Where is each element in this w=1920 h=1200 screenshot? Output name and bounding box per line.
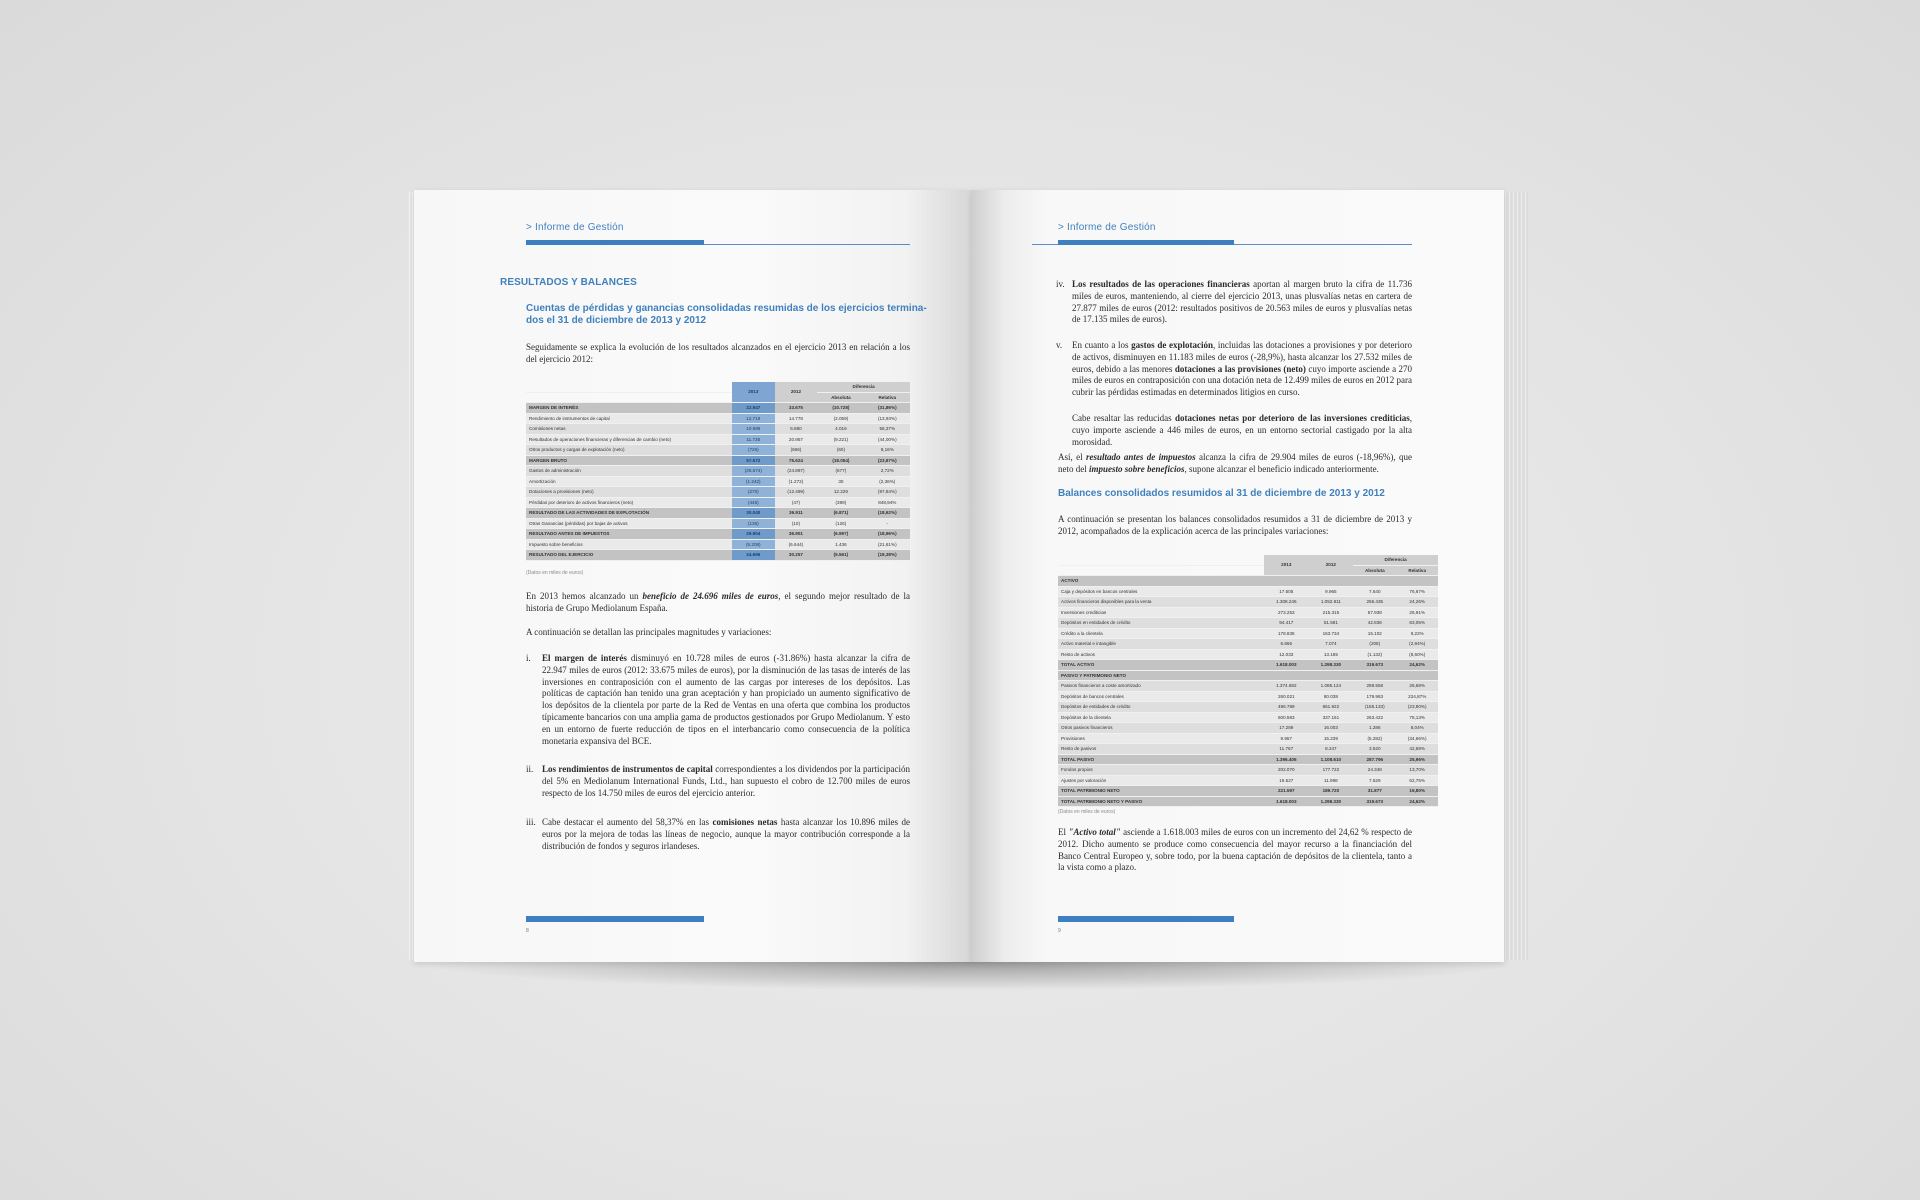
- cell-2012: 651.922: [1309, 702, 1354, 713]
- cell-2012: 8.247: [1309, 744, 1354, 755]
- row-label: TOTAL PATRIMONIO NETO: [1058, 786, 1264, 797]
- cell-2012: 36.911: [775, 508, 818, 519]
- cell-relative: 24,62%: [1396, 796, 1438, 807]
- resultado-text-a: Así, el: [1058, 452, 1086, 462]
- cell-absolute: 4.016: [817, 424, 864, 435]
- cell-2012: 15.239: [1309, 733, 1354, 744]
- row-label: Impuesto sobre beneficios: [526, 539, 732, 550]
- table-row: [526, 487, 910, 498]
- footer-accent-bar: [526, 916, 704, 922]
- resultado-text-b: alcanza la cifra de 29.904 miles de euros (-18,96%), que neto del: [1058, 452, 1413, 474]
- row-label: Provisiones: [1058, 733, 1264, 744]
- row-label: RESULTADO ANTES DE IMPUESTOS: [526, 529, 732, 540]
- table-row: [1058, 765, 1438, 776]
- cell-2013: 221.597: [1264, 786, 1309, 797]
- cell-2012: 163.734: [1309, 628, 1354, 639]
- running-head: > Informe de Gestión: [526, 222, 624, 233]
- list-item-text-c: cuyo importe asciende a 270 miles de euros en contraposición con una dotación neta de 12.499 miles de euros en 2012 para cubrir las pérdidas estimadas en determinados litigios en curso.: [1072, 363, 1412, 398]
- col-rel-header: Relativa: [865, 392, 910, 403]
- cell-absolute: (5.561): [817, 550, 864, 561]
- cell-relative: (13,93%): [865, 413, 910, 424]
- cell-relative: 25,96%: [1396, 754, 1438, 765]
- resultado-paragraph: [1058, 452, 1412, 476]
- table-row: [526, 508, 910, 519]
- cell-relative: 62,75%: [1396, 775, 1438, 786]
- beneficio-text-b: , el segundo mejor resultado de la historia de Grupo Mediolanum España.: [526, 591, 911, 613]
- cell-2012: 189.720: [1309, 786, 1354, 797]
- cell-2012: [1309, 576, 1354, 587]
- row-label: Resto de pasivos: [1058, 744, 1264, 755]
- balances-title: Balances consolidados resumidos al 31 de diciembre de 2013 y 2012: [1058, 488, 1385, 499]
- table-row: [526, 539, 910, 550]
- list-item-text-b: , incluidas las dotaciones a provisiones y por deterioro de activos, disminuyen en 11.183 miles de euros (-28,9%), hasta alcanzar los 27.532 miles de euros, debido a las menores: [1072, 340, 1412, 374]
- cell-absolute: [1353, 576, 1396, 587]
- cell-2012: 30.257: [775, 550, 818, 561]
- cell-2013: 22.947: [732, 403, 775, 414]
- cell-2013: (446): [732, 497, 775, 508]
- cell-2013: [1264, 670, 1309, 681]
- cell-absolute: 7.529: [1353, 775, 1396, 786]
- table-row: [1058, 733, 1438, 744]
- row-label: Pasivos financieros a coste amortizado: [1058, 681, 1264, 692]
- list-item-i: [526, 653, 910, 747]
- col-diff-header: Diferencia: [817, 382, 910, 392]
- cell-2013: (136): [732, 518, 775, 529]
- row-label: Rendimiento de instrumentos de capital: [526, 413, 732, 424]
- list-item-lead: Los resultados de las operaciones financieras: [1072, 279, 1250, 289]
- row-label: Amortización: [526, 476, 732, 487]
- cell-2013: 17.605: [1264, 586, 1309, 597]
- footer-accent-bar: [1058, 916, 1234, 922]
- cell-absolute: 57.938: [1353, 607, 1396, 618]
- table-row: [1058, 607, 1438, 618]
- cell-relative: 42,68%: [1396, 744, 1438, 755]
- row-label: Pérdidas por deterioro de activos financieros (neto): [526, 497, 732, 508]
- cell-2012: 13.165: [1309, 649, 1354, 660]
- cell-absolute: (677): [817, 466, 864, 477]
- table-row: [1058, 660, 1438, 671]
- list-item-text: disminuyó en 10.728 miles de euros (-31.86%) hasta alcanzar la cifra de 22.947 miles de euros (2012: 33.675 miles de euros), por la disminución de las tasas de interés de las inversiones en contraposición con el aumento de las cargas por intereses de los depósitos. Las políticas de captación han tenido una gran aceptación y han propiciado un aumento significativo de los depósitos de la clientela por parte de la Red de Ventas en una oferta que combina los productos típicamente bancarios con una amplia gama de productos gestionados por Grupo Mediolanum. Y esto en un entorno de fuerte reducción de tipos en el interbancario como consecuencia de la política monetaria expansiva del BCE.: [542, 653, 910, 746]
- cell-absolute: (6.997): [817, 529, 864, 540]
- cell-relative: [1396, 576, 1438, 587]
- table-row: [1058, 723, 1438, 734]
- row-label: Depósitos de bancos centrales: [1058, 691, 1264, 702]
- table-row: [526, 403, 910, 414]
- cell-relative: (23,87%): [865, 455, 910, 466]
- list-item-lead: dotaciones netas por deterioro de las inversiones crediticias: [1175, 413, 1410, 423]
- cell-absolute: [1353, 670, 1396, 681]
- col-rel-header: Relativa: [1396, 565, 1438, 576]
- table-row: [526, 476, 910, 487]
- table-row: [1058, 744, 1438, 755]
- table-row: [1058, 786, 1438, 797]
- cell-absolute: 42.836: [1353, 618, 1396, 629]
- list-item-text-a: Cabe destacar el aumento del 58,37% en las: [542, 817, 713, 827]
- balance-sheet-table: [1058, 555, 1438, 807]
- cell-absolute: 289.558: [1353, 681, 1396, 692]
- cell-absolute: (6.871): [817, 508, 864, 519]
- row-label: Activo material e intangible: [1058, 639, 1264, 650]
- cell-2013: 11.736: [732, 434, 775, 445]
- cell-absolute: (10.728): [817, 403, 864, 414]
- cell-2013: 202.070: [1264, 765, 1309, 776]
- table-row: [1058, 670, 1438, 681]
- cell-absolute: 263.422: [1353, 712, 1396, 723]
- table-row: [1058, 649, 1438, 660]
- cell-absolute: (155.133): [1353, 702, 1396, 713]
- cell-2013: (1.242): [732, 476, 775, 487]
- cell-absolute: (1.132): [1353, 649, 1396, 660]
- row-label: MARGEN DE INTERÉS: [526, 403, 732, 414]
- cell-2012: 1.052.811: [1309, 597, 1354, 608]
- cell-absolute: 24.348: [1353, 765, 1396, 776]
- cell-absolute: 319.673: [1353, 660, 1396, 671]
- table-row: [1058, 586, 1438, 597]
- cell-2012: 7.074: [1309, 639, 1354, 650]
- cell-relative: 16,80%: [1396, 786, 1438, 797]
- row-label: Depósitos en entidades de crédito: [1058, 618, 1264, 629]
- cell-relative: (44,00%): [865, 434, 910, 445]
- cell-relative: 9,22%: [1396, 628, 1438, 639]
- cell-2012: (47): [775, 497, 818, 508]
- list-item-lead-2: dotaciones a las provisiones (neto): [1174, 363, 1306, 374]
- table-row: [526, 466, 910, 477]
- cell-absolute: 1.436: [817, 539, 864, 550]
- cell-relative: (31,86%): [865, 403, 910, 414]
- cell-relative: (34,66%): [1396, 733, 1438, 744]
- cell-absolute: (126): [817, 518, 864, 529]
- cell-2013: 57.572: [732, 455, 775, 466]
- row-label: Depósitos de la clientela: [1058, 712, 1264, 723]
- row-label: Depósitos de entidades de crédito: [1058, 702, 1264, 713]
- cell-2013: 29.904: [732, 529, 775, 540]
- cell-2013: 94.417: [1264, 618, 1309, 629]
- income-statement-table: [526, 382, 910, 561]
- cell-2012: 1.085.124: [1309, 681, 1354, 692]
- beneficio-paragraph: [526, 591, 910, 615]
- table-row: [526, 424, 910, 435]
- col-2012-header: 2012: [775, 382, 818, 403]
- list-number: i.: [526, 653, 531, 663]
- running-head: > Informe de Gestión: [1058, 222, 1156, 233]
- row-label: MARGEN BRUTO: [526, 455, 732, 466]
- list-item-v: [1056, 340, 1412, 399]
- cell-2013: 24.696: [732, 550, 775, 561]
- row-label: Resto de activos: [1058, 649, 1264, 660]
- row-label: Crédito a la clientela: [1058, 628, 1264, 639]
- cell-2012: 20.957: [775, 434, 818, 445]
- cell-absolute: 287.796: [1353, 754, 1396, 765]
- left-page: [414, 190, 972, 962]
- cell-relative: 26,91%: [1396, 607, 1438, 618]
- resultado-text-c: , supone alcanzar el beneficio indicado anteriormente.: [1184, 463, 1379, 474]
- cell-absolute: 31.877: [1353, 786, 1396, 797]
- list-item-text-b: hasta alcanzar los 10.896 miles de euros por la mejora de todas las líneas de negocio, aunque la mayor contribución corresponde a la distribución de fondos y seguros irlandeses.: [542, 817, 910, 851]
- cell-absolute: 255.435: [1353, 597, 1396, 608]
- table-row: [1058, 691, 1438, 702]
- row-label: TOTAL PATRIMONIO NETO Y PASIVO: [1058, 796, 1264, 807]
- cell-absolute: (9.221): [817, 434, 864, 445]
- row-label: Resultados de operaciones financieras y diferencias de cambio (neto): [526, 434, 732, 445]
- row-label: Dotaciones a provisiones (neto): [526, 487, 732, 498]
- cell-2013: [1264, 576, 1309, 587]
- list-item-ii: [526, 764, 910, 799]
- page-number: 8: [526, 928, 529, 934]
- cell-2013: 1.308.246: [1264, 597, 1309, 608]
- list-item-text: correspondientes a los dividendos por la participación del 5% en Mediolanum International Funds, Ltd., han supuesto el cobro de 12.700 miles de euros respecto de los 14.750 miles de euros del ejercicio anterior.: [542, 764, 910, 798]
- cell-absolute: (399): [817, 497, 864, 508]
- cell-2013: 600.583: [1264, 712, 1309, 723]
- cell-2013: 178.836: [1264, 628, 1309, 639]
- list-item-text-a: En cuanto a los: [1072, 340, 1132, 350]
- cell-absolute: 3.520: [1353, 744, 1396, 755]
- list-item-iv: [1056, 279, 1412, 326]
- cell-2012: 1.298.330: [1309, 660, 1354, 671]
- row-label: Otros pasivos financieros: [1058, 723, 1264, 734]
- cell-2012: 75.624: [775, 455, 818, 466]
- list-item-lead: Los rendimientos de instrumentos de capital: [542, 764, 713, 774]
- row-label: RESULTADO DE LAS ACTIVIDADES DE EXPLOTACIÓN: [526, 508, 732, 519]
- cell-2012: 337.161: [1309, 712, 1354, 723]
- cell-relative: 224,87%: [1396, 691, 1438, 702]
- table-row: [526, 550, 910, 561]
- subtitle-line1: Cuentas de pérdidas y ganancias consolidadas resumidas de los ejercicios termina-: [526, 303, 927, 314]
- cell-2012: 16.003: [1309, 723, 1354, 734]
- list-item-lead: El margen de interés: [542, 653, 627, 663]
- row-label: PASIVO Y PATRIMONIO NETO: [1058, 670, 1264, 681]
- cell-absolute: 1.286: [1353, 723, 1396, 734]
- cell-absolute: (18.054): [817, 455, 864, 466]
- list-item-text-a: Cabe resaltar las reducidas: [1072, 413, 1176, 423]
- cell-relative: 26,68%: [1396, 681, 1438, 692]
- magnitudes-paragraph: A continuación se detallan las principales magnitudes y variaciones:: [526, 627, 772, 637]
- list-number: v.: [1056, 340, 1063, 350]
- section-title: RESULTADOS Y BALANCES: [500, 277, 637, 288]
- cell-2012: 177.722: [1309, 765, 1354, 776]
- cell-2013: 1.396.406: [1264, 754, 1309, 765]
- table-row: [1058, 754, 1438, 765]
- cell-2013: 273.253: [1264, 607, 1309, 618]
- cell-absolute: (60): [817, 445, 864, 456]
- table-row: [526, 445, 910, 456]
- table-row: [1058, 628, 1438, 639]
- beneficio-emphasis: beneficio de 24.696 miles de euros: [642, 591, 779, 601]
- cell-2012: 1.298.330: [1309, 796, 1354, 807]
- list-number: iii.: [526, 817, 536, 827]
- cell-2013: 1.618.003: [1264, 796, 1309, 807]
- cell-2012: 33.675: [775, 403, 818, 414]
- intro-paragraph: Seguidamente se explica la evolución de los resultados alcanzados en el ejercicio 2013 en relación a los del ejercicio 2012:: [526, 342, 910, 364]
- cell-relative: (18,38%): [865, 550, 910, 561]
- cell-absolute: 15.102: [1353, 628, 1396, 639]
- cell-relative: (2,94%): [1396, 639, 1438, 650]
- right-page: [972, 190, 1504, 962]
- cell-2012: 80.038: [1309, 691, 1354, 702]
- list-item-text: aportan al margen bruto la cifra de 11.736 miles de euros, manteniendo, al cierre del ejercicio 2013, unas plusvalías netas en cartera de 27.877 miles de euros (2012: resultados positivos de 20.563 miles de euros y plusvalías netas de 17.135 miles de euros).: [1072, 279, 1412, 325]
- table-row: [1058, 576, 1438, 587]
- cell-2012: (1.272): [775, 476, 818, 487]
- cell-2013: 11.767: [1264, 744, 1309, 755]
- cell-2012: 51.581: [1309, 618, 1354, 629]
- col-2013-header: 2013: [1264, 555, 1309, 576]
- cell-relative: 13,70%: [1396, 765, 1438, 776]
- cell-2013: 12.033: [1264, 649, 1309, 660]
- resultado-emphasis-2: impuesto sobre beneficios: [1089, 463, 1185, 474]
- header-accent-bar: [1058, 240, 1234, 245]
- row-label: Otros productos y cargas de explotación (neto): [526, 445, 732, 456]
- row-label: Inversiones crediticias: [1058, 607, 1264, 618]
- table-row: [1058, 681, 1438, 692]
- cell-relative: (23,80%): [1396, 702, 1438, 713]
- cell-absolute: 179.983: [1353, 691, 1396, 702]
- table-note: (Datos en miles de euros): [526, 570, 584, 576]
- table-row: [526, 455, 910, 466]
- beneficio-text-a: En 2013 hemos alcanzado un: [526, 591, 643, 601]
- table-row: [1058, 597, 1438, 608]
- cell-2013: (270): [732, 487, 775, 498]
- cell-2012: 6.880: [775, 424, 818, 435]
- cell-2013: (726): [732, 445, 775, 456]
- row-label: TOTAL ACTIVO: [1058, 660, 1264, 671]
- table-row: [1058, 796, 1438, 807]
- cell-relative: 24,62%: [1396, 660, 1438, 671]
- table-row: [526, 434, 910, 445]
- cell-2012: 11.998: [1309, 775, 1354, 786]
- row-label: TOTAL PASIVO: [1058, 754, 1264, 765]
- cell-2013: 260.021: [1264, 691, 1309, 702]
- cell-absolute: 12.229: [817, 487, 864, 498]
- cell-relative: -: [865, 518, 910, 529]
- cell-2013: 17.289: [1264, 723, 1309, 734]
- page-number: 9: [1058, 928, 1061, 934]
- cell-relative: (18,96%): [865, 529, 910, 540]
- table-row: [526, 518, 910, 529]
- col-2012-header: 2012: [1309, 555, 1354, 576]
- table-row: [1058, 639, 1438, 650]
- cell-2012: 36.901: [775, 529, 818, 540]
- list-item-lead: gastos de explotación: [1131, 340, 1213, 350]
- table-row: [526, 497, 910, 508]
- row-label: Comisiones netas: [526, 424, 732, 435]
- cell-relative: (8,60%): [1396, 649, 1438, 660]
- cell-2013: 6.866: [1264, 639, 1309, 650]
- cell-2012: [1309, 670, 1354, 681]
- list-item-v-continued: [1072, 413, 1412, 448]
- col-abs-header: Absoluta: [817, 392, 864, 403]
- cell-relative: (18,62%): [865, 508, 910, 519]
- row-label: ACTIVO: [1058, 576, 1264, 587]
- cell-2012: 9.965: [1309, 586, 1354, 597]
- cell-relative: (97,84%): [865, 487, 910, 498]
- cell-2013: 10.896: [732, 424, 775, 435]
- cell-relative: 58,37%: [865, 424, 910, 435]
- cell-relative: 78,13%: [1396, 712, 1438, 723]
- cell-2012: (10): [775, 518, 818, 529]
- row-label: Caja y depósitos en bancos centrales: [1058, 586, 1264, 597]
- balance-sheet-rows: [1058, 576, 1438, 807]
- cell-absolute: 319.673: [1353, 796, 1396, 807]
- cell-2012: (12.499): [775, 487, 818, 498]
- header-accent-bar: [526, 240, 704, 245]
- cell-relative: 83,05%: [1396, 618, 1438, 629]
- subtitle-line2: dos el 31 de diciembre de 2013 y 2012: [526, 315, 707, 326]
- cell-2012: (666): [775, 445, 818, 456]
- cell-2013: 30.040: [732, 508, 775, 519]
- row-label: Activos financieros disponibles para la venta: [1058, 597, 1264, 608]
- cell-2013: 9.957: [1264, 733, 1309, 744]
- activo-emphasis: "Activo total": [1068, 827, 1121, 837]
- right-page-edges: [1500, 192, 1528, 960]
- row-label: RESULTADO DEL EJERCICIO: [526, 550, 732, 561]
- row-label: Fondos propios: [1058, 765, 1264, 776]
- cell-relative: 76,67%: [1396, 586, 1438, 597]
- table-row: [1058, 618, 1438, 629]
- row-label: Ajustes por valoración: [1058, 775, 1264, 786]
- cell-absolute: 7.640: [1353, 586, 1396, 597]
- cell-relative: 8,04%: [1396, 723, 1438, 734]
- cell-2012: 215.315: [1309, 607, 1354, 618]
- cell-2012: (6.644): [775, 539, 818, 550]
- cell-relative: 2,72%: [865, 466, 910, 477]
- cell-absolute: (2.059): [817, 413, 864, 424]
- col-abs-header: Absoluta: [1353, 565, 1396, 576]
- cell-relative: (21,61%): [865, 539, 910, 550]
- table-row: [526, 529, 910, 540]
- cell-2013: (25.574): [732, 466, 775, 477]
- activo-text-a: El: [1058, 827, 1069, 837]
- cell-absolute: (208): [1353, 639, 1396, 650]
- list-item-text-b: , cuyo importe asciende a 446 miles de euros, en un entorno sectorial castigado por la alta morosidad.: [1072, 413, 1412, 447]
- list-number: ii.: [526, 764, 534, 774]
- cell-2012: 14.778: [775, 413, 818, 424]
- list-item-lead: comisiones netas: [712, 817, 778, 827]
- cell-2013: 496.789: [1264, 702, 1309, 713]
- col-diff-header: Diferencia: [1353, 555, 1438, 565]
- table-row: [1058, 775, 1438, 786]
- row-label: Gastos de administración: [526, 466, 732, 477]
- table-row: [526, 413, 910, 424]
- cell-2012: (24.897): [775, 466, 818, 477]
- income-statement-rows: [526, 403, 910, 561]
- cell-relative: 848,94%: [865, 497, 910, 508]
- cell-relative: 9,16%: [865, 445, 910, 456]
- cell-relative: (2,36%): [865, 476, 910, 487]
- resultado-emphasis: resultado antes de impuestos: [1086, 452, 1196, 462]
- list-item-iii: [526, 817, 910, 852]
- balances-intro: A continuación se presentan los balances consolidados resumidos a 31 de diciembre de 2013 y 2012, acompañados de la explicación acerca de las principales variaciones:: [1058, 514, 1412, 536]
- list-number: iv.: [1056, 279, 1065, 289]
- table-row: [1058, 712, 1438, 723]
- cell-2013: 1.618.003: [1264, 660, 1309, 671]
- cell-absolute: 30: [817, 476, 864, 487]
- cell-relative: 24,26%: [1396, 597, 1438, 608]
- table-note: (Datos en miles de euros): [1058, 809, 1116, 815]
- cell-absolute: (5.282): [1353, 733, 1396, 744]
- row-label: Otras Ganancias (pérdidas) por bajas de activos: [526, 518, 732, 529]
- col-2013-header: 2013: [732, 382, 775, 403]
- cell-2013: (5.208): [732, 539, 775, 550]
- cell-2013: 1.374.682: [1264, 681, 1309, 692]
- cell-relative: [1396, 670, 1438, 681]
- cell-2013: 19.527: [1264, 775, 1309, 786]
- cell-2012: 1.108.610: [1309, 754, 1354, 765]
- table-row: [1058, 702, 1438, 713]
- activo-text-b: asciende a 1.618.003 miles de euros con un incremento del 24,62 % respecto de 2012. Dicho aumento se produce como consecuencia del mayor recurso a la financiación del Banco Central Europeo y, sobre todo, por la buena captación de depósitos de la clientela, tanto a la vista como a plazo.: [1058, 827, 1412, 873]
- cell-2013: 12.719: [732, 413, 775, 424]
- activo-paragraph: [1058, 827, 1412, 874]
